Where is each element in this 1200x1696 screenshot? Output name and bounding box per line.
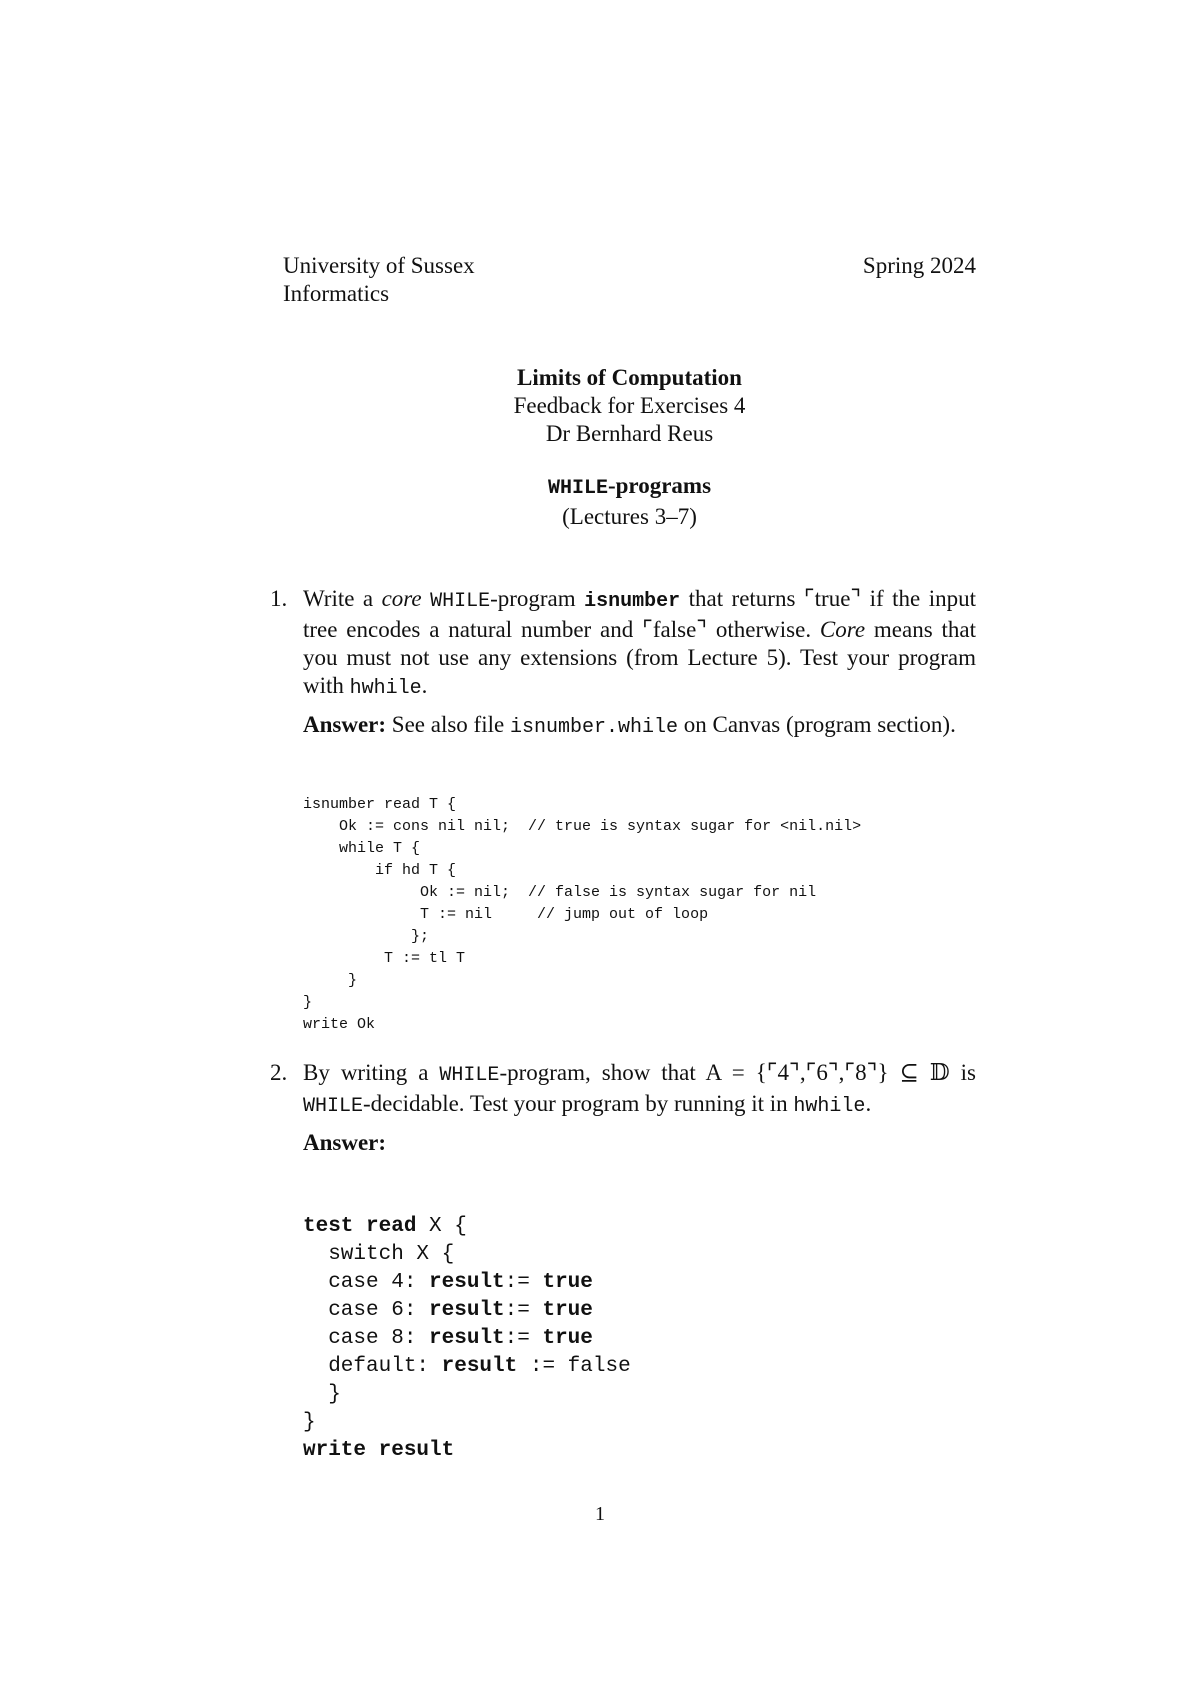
code-text: := — [504, 1299, 543, 1322]
inline-code: hwhile — [349, 677, 422, 700]
text-span: on Canvas (program section). — [677, 712, 956, 737]
code-text: := — [504, 1327, 543, 1350]
question-text — [303, 1059, 976, 1121]
code-text: switch X { — [303, 1243, 455, 1266]
text-span: 𝔻 is — [929, 1060, 976, 1085]
code-text — [366, 1439, 379, 1462]
answer-label: Answer: — [303, 712, 387, 737]
code-text: case 6: — [303, 1299, 430, 1322]
code-text: := — [504, 1271, 543, 1294]
text-span: Write a — [303, 586, 382, 611]
topic-rest: -programs — [607, 473, 712, 498]
code-keyword: test — [303, 1215, 354, 1238]
text-span: . — [421, 673, 428, 698]
code-keyword: result — [429, 1299, 505, 1322]
code-text: X { — [416, 1215, 467, 1238]
inline-code: isnumber.while — [509, 716, 678, 739]
text-span: . — [865, 1091, 872, 1116]
topic — [283, 472, 976, 503]
text-span: -decidable. Test your program by running it in — [363, 1091, 794, 1116]
answer-text — [303, 711, 976, 742]
set-expression: A = {⌜4⌝,⌜6⌝,⌜8⌝} ⊆ — [705, 1060, 919, 1085]
subtitle: Feedback for Exercises 4 — [513, 393, 746, 418]
inline-code: WHILE — [303, 1095, 364, 1118]
code-line — [303, 1299, 593, 1322]
title-block — [283, 364, 976, 531]
header-left — [283, 252, 683, 308]
code-line — [303, 1383, 341, 1406]
code-keyword: true — [542, 1327, 593, 1350]
code-text — [353, 1215, 366, 1238]
code-line — [303, 1411, 316, 1434]
inline-code: hwhile — [793, 1095, 866, 1118]
code-block-isnumber: isnumber read T { Ok := cons nil nil; // true is syntax sugar for <nil.nil> while T { if hd T { Ok := nil; // false is syntax sugar for nil T := nil // jump out of loop }; T := tl T } } write Ok — [303, 796, 862, 1033]
code-line — [303, 1243, 454, 1266]
author: Dr Bernhard Reus — [545, 421, 714, 446]
inline-code: WHILE — [439, 1064, 500, 1087]
term: Spring 2024 — [862, 253, 976, 278]
code-block-test — [303, 1213, 631, 1465]
text-span: that returns ⌜true⌝ if the input tree encodes a natural number and ⌜false⌝ otherwise. — [303, 586, 977, 642]
code-keyword: result — [429, 1327, 505, 1350]
code-keyword: result — [378, 1439, 455, 1462]
question-text — [303, 585, 976, 703]
code-text: case 8: — [303, 1327, 430, 1350]
course-title: Limits of Computation — [517, 365, 742, 390]
code-line — [303, 1439, 454, 1462]
lectures: (Lectures 3–7) — [562, 504, 697, 529]
code-text: default: — [303, 1355, 442, 1378]
institution: University of Sussex — [283, 253, 475, 278]
page-number: 1 — [595, 1503, 605, 1525]
text-span: -program, show that — [499, 1060, 706, 1085]
answer-text — [303, 1129, 976, 1157]
text-span: By writing a — [303, 1060, 440, 1085]
text-span — [422, 586, 430, 611]
question-number: 2. — [270, 1060, 288, 1085]
emphasis: core — [381, 586, 422, 611]
inline-code: WHILE — [430, 590, 491, 613]
code-line — [303, 1355, 631, 1378]
text-span: means that you must not use any extensions (from Lecture 5). Test your program with — [303, 617, 976, 698]
question-number: 1. — [270, 586, 288, 611]
text-span: See also file — [386, 712, 510, 737]
code-line — [303, 1271, 593, 1294]
answer-label: Answer: — [303, 1130, 387, 1155]
code-keyword: read — [366, 1215, 417, 1238]
question-body — [303, 1059, 976, 1157]
code-line — [303, 1215, 467, 1238]
emphasis: Core — [819, 617, 866, 642]
code-line — [303, 1327, 593, 1350]
code-text: case 4: — [303, 1271, 430, 1294]
code-keyword: true — [542, 1299, 593, 1322]
code-keyword: true — [542, 1271, 593, 1294]
text-span: -program — [490, 586, 585, 611]
code-text: } — [303, 1411, 316, 1434]
code-keyword: result — [429, 1271, 505, 1294]
question-2 — [270, 1059, 976, 1199]
department: Informatics — [283, 281, 390, 306]
topic-mono: WHILE — [547, 477, 608, 500]
code-keyword: write — [303, 1439, 367, 1462]
question-body — [303, 585, 976, 742]
code-text: } — [303, 1383, 341, 1406]
inline-code: isnumber — [584, 590, 681, 613]
code-text: := false — [517, 1355, 631, 1378]
question-1 — [270, 585, 976, 775]
code-keyword: result — [441, 1355, 518, 1378]
